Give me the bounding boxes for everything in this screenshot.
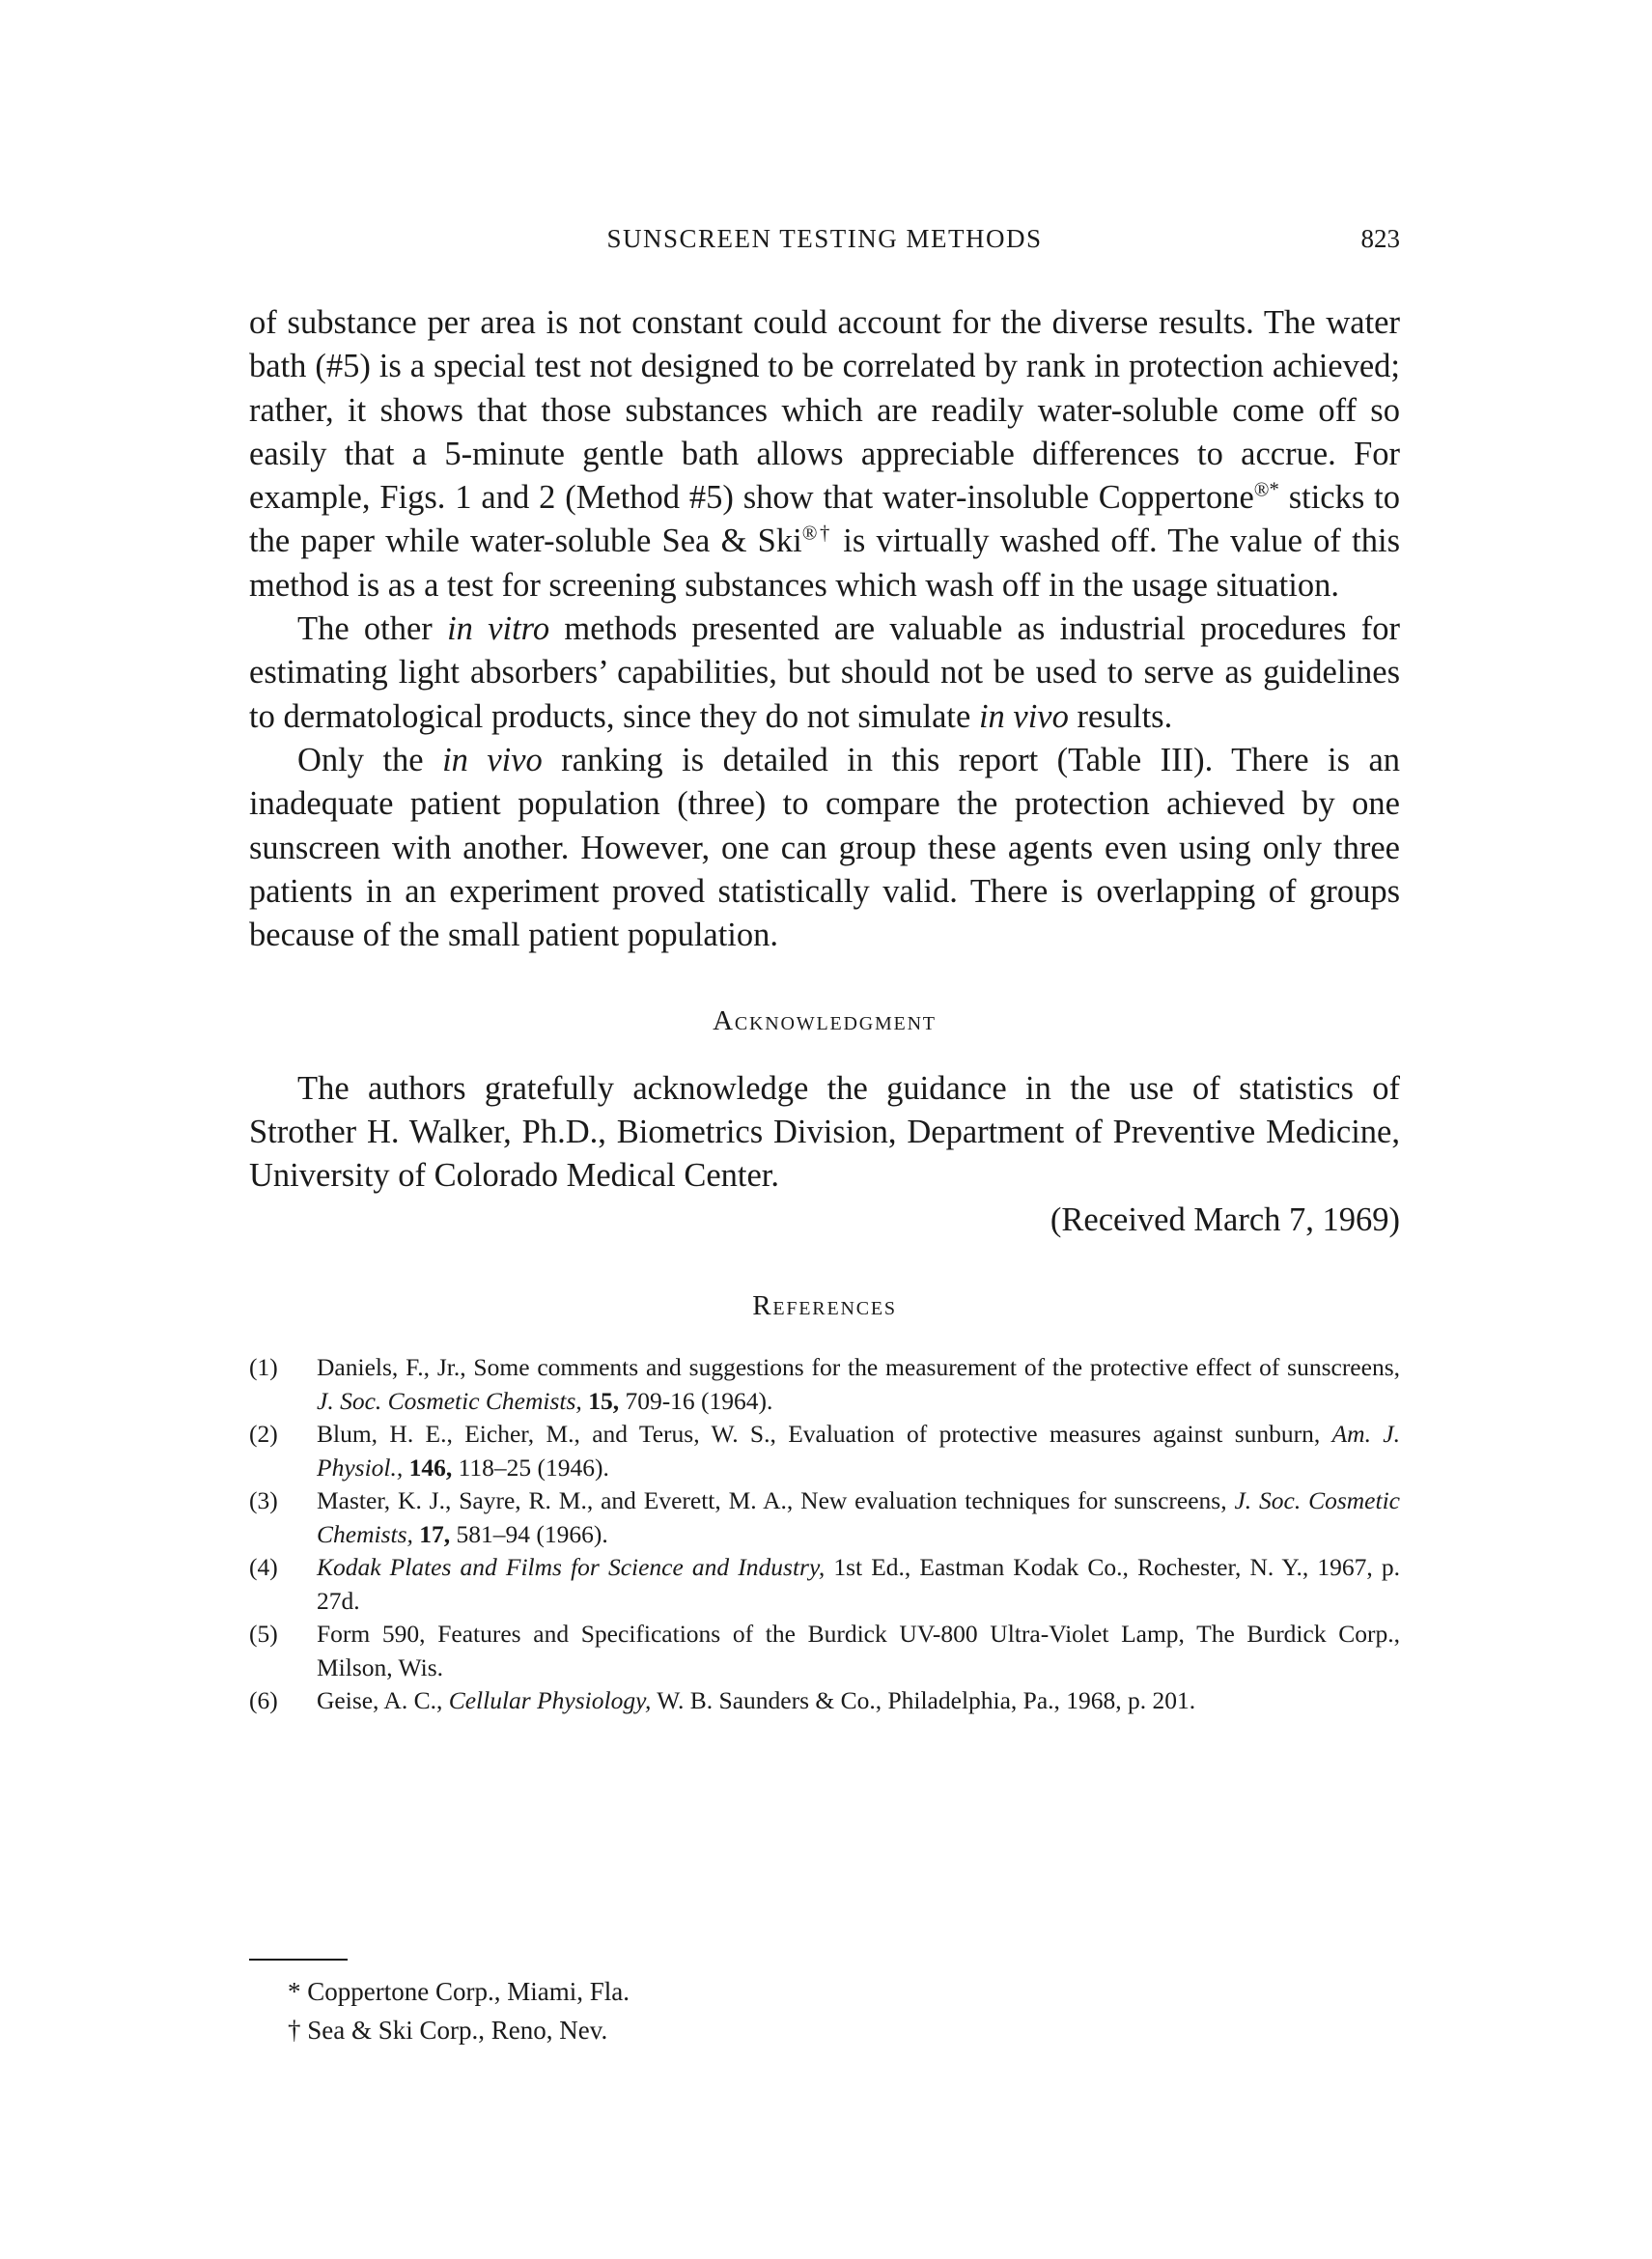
- footnotes: [288, 1972, 630, 2049]
- page-number: 823: [1360, 224, 1400, 253]
- reference-number: (2): [249, 1420, 278, 1449]
- footnote-marker-sea-ski: ®†: [801, 522, 833, 545]
- footnote-coppertone: * Coppertone Corp., Miami, Fla.: [288, 1977, 630, 2006]
- received-date: (Received March 7, 1969): [1050, 1200, 1400, 1238]
- reference-number: (3): [249, 1486, 278, 1515]
- reference-number: (1): [249, 1353, 278, 1382]
- reference-item: (1) Daniels, F., Jr., Some comments and suggestions for the measurement of the protective effect of sunscreens, J. Soc. Cosmetic Chemists, 15, 709-16 (1964).: [249, 1353, 1400, 1415]
- acknowledgment-heading: Acknowledgment: [713, 1005, 937, 1037]
- reference-item: (5) Form 590, Features and Specifications of the Burdick UV-800 Ultra-Violet Lamp, The Burdick Corp., Milson, Wis.: [249, 1620, 1400, 1681]
- footnote-marker-coppertone: ®*: [1253, 479, 1279, 501]
- reference-list: [249, 1351, 1400, 1718]
- paragraph-in-vivo: Only the in vivo ranking is detailed in this report (Table III). There is an inadequate patient population (three) to compare the protection achieved by one sunscreen with another. However, one can group these agents even using only three patients in an experiment proved statistically valid. There is overlapping of groups because of the small patient population.: [249, 741, 1401, 954]
- main-body: [249, 301, 1400, 1718]
- reference-item: (2) Blum, H. E., Eicher, M., and Terus, W. S., Evaluation of protective measures against sunburn, Am. J. Physiol., 146, 118–25 (1946).: [249, 1420, 1400, 1482]
- paragraph-water-bath: of substance per area is not constant could account for the diverse results. The water bath (#5) is a special test not designed to be correlated by rank in protection achieved; rather, it shows that those substances which are readily water-soluble come off so easily that a 5-minute gentle bath allows appreciable differences to accrue. For example, Figs. 1 and 2 (Method #5) show that water-insoluble Coppertone®* sticks to the paper while water-soluble Sea & Ski®† is virtually washed off. The value of this method is as a test for screening substances which wash off in the usage situation.: [249, 304, 1400, 604]
- acknowledgment-text: The authors gratefully acknowledge the guidance in the use of statistics of Strother H. Walker, Ph.D., Biometrics Division, Department of Preventive Medicine, University of Colorado Medical Center.: [249, 1069, 1400, 1195]
- references-heading: References: [752, 1289, 897, 1321]
- reference-item: (3) Master, K. J., Sayre, R. M., and Everett, M. A., New evaluation techniques for sunscreens, J. Soc. Cosmetic Chemists, 17, 581–94 (1966).: [249, 1486, 1400, 1548]
- running-title: SUNSCREEN TESTING METHODS: [606, 224, 1043, 253]
- reference-number: (5): [249, 1620, 278, 1649]
- reference-number: (4): [249, 1553, 278, 1582]
- reference-number: (6): [249, 1686, 278, 1715]
- reference-item: (6) Geise, A. C., Cellular Physiology, W. B. Saunders & Co., Philadelphia, Pa., 1968, p. 201.: [249, 1684, 1400, 1718]
- running-header: [249, 224, 1400, 263]
- footnote-divider: [249, 1959, 348, 1961]
- reference-item: (4) Kodak Plates and Films for Science and Industry, 1st Ed., Eastman Kodak Co., Rochester, N. Y., 1967, p. 27d.: [249, 1553, 1400, 1615]
- paragraph-in-vitro: The other in vitro methods presented are valuable as industrial procedures for estimating light absorbers’ capabilities, but should not be used to serve as guidelines to dermatological products, since they do not simulate in vivo results.: [249, 610, 1400, 735]
- footnote-sea-ski: † Sea & Ski Corp., Reno, Nev.: [288, 2016, 608, 2045]
